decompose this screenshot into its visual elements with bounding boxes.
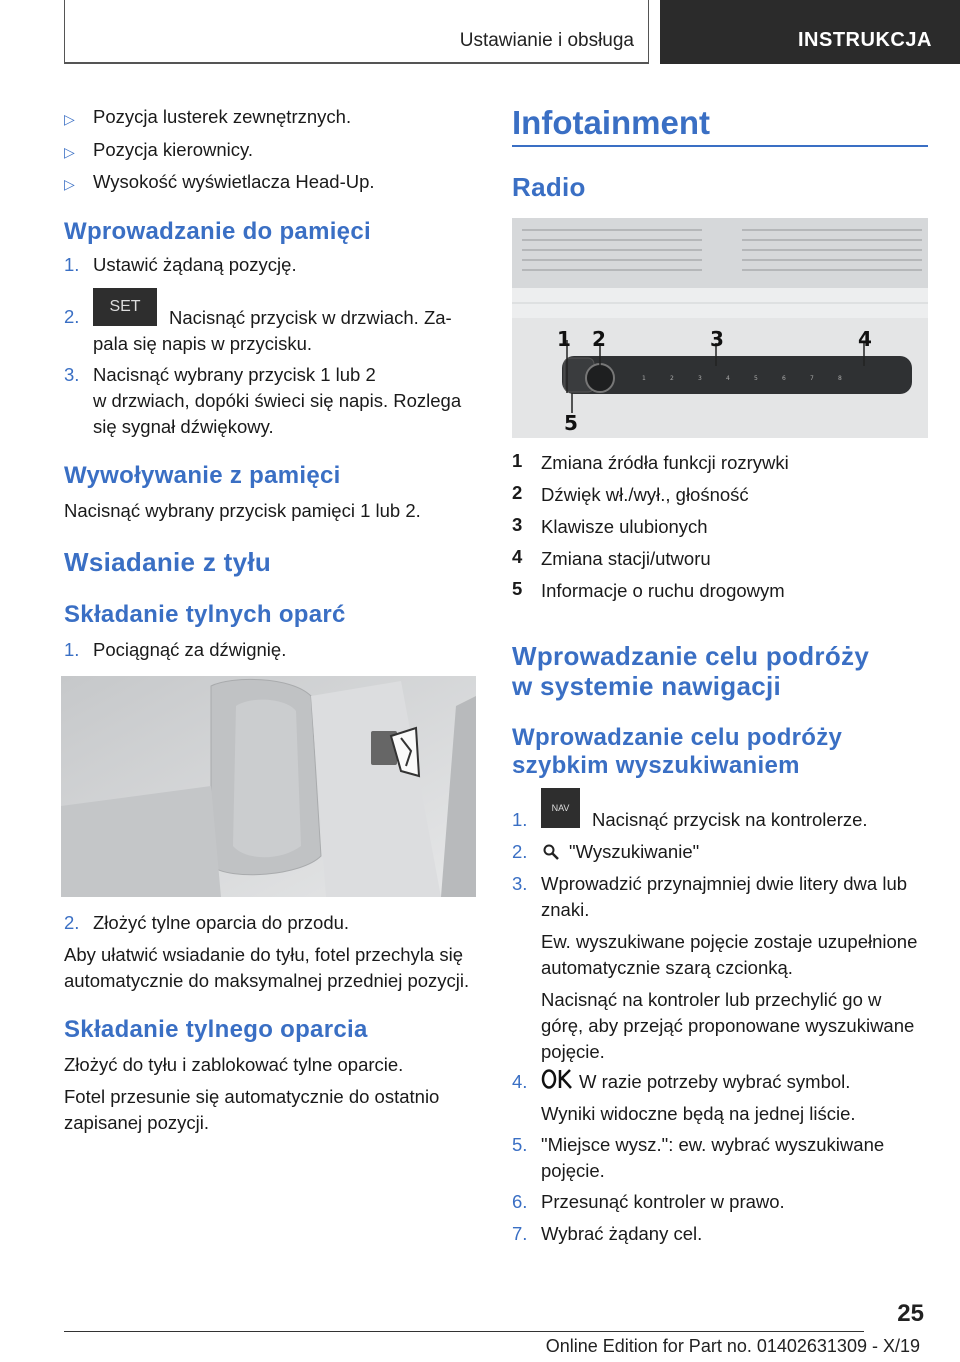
step-number: 1.: [64, 639, 80, 660]
callout-4: 4: [858, 327, 872, 351]
header-chapter-box: [660, 0, 960, 64]
step-number: 4.: [512, 1071, 528, 1092]
step-text: Ew. wyszukiwane pojęcie zostaje uzupełnione: [541, 931, 918, 952]
footer-rule: [64, 1331, 864, 1332]
legend-text: Informacje o ruchu drogowym: [541, 580, 785, 601]
legend-text: Klawisze ulubionych: [541, 516, 708, 537]
step-text: w drzwiach, dopóki świeci się napis. Rozlega: [93, 390, 462, 411]
heading-nav-destination-2: w systemie nawigacji: [512, 671, 782, 701]
radio-panel-photo: [512, 218, 928, 438]
bullet-item: Pozycja lusterek zewnętrznych.: [93, 106, 352, 127]
callout-3: 3: [710, 327, 724, 351]
step-text: W razie potrzeby wybrać symbol.: [579, 1071, 851, 1092]
heading-quick-search-2: szybkim wyszukiwaniem: [512, 752, 800, 779]
legend-number: 1: [512, 450, 523, 471]
step-number: 1.: [512, 809, 528, 830]
step-text: Wyniki widoczne będą na jednej liście.: [541, 1103, 856, 1124]
step-text: "Wyszukiwanie": [569, 841, 700, 862]
svg-text:5: 5: [754, 375, 758, 382]
body-text: zapisanej pozycji.: [64, 1112, 209, 1133]
step-number: 2.: [64, 912, 80, 933]
step-text: Wprowadzić przynajmniej dwie litery dwa lub: [541, 873, 908, 894]
step-text: się sygnał dźwiękowy.: [93, 416, 274, 437]
step-text: znaki.: [541, 899, 590, 920]
bullet-item: Pozycja kierownicy.: [93, 139, 254, 160]
step-number: 2.: [512, 841, 528, 862]
legend-text: Zmiana stacji/utworu: [541, 548, 711, 569]
heading-fold-backrest: Składanie tylnego oparcia: [64, 1016, 368, 1043]
step-text: pala się napis w przycisku.: [93, 333, 313, 354]
step-text: Nacisnąć przycisk na kontrolerze.: [592, 809, 868, 830]
heading-recall-memory: Wywoływanie z pamięci: [64, 462, 341, 489]
page-number: 25: [897, 1300, 924, 1327]
legend-number: 5: [512, 578, 523, 599]
step-text: Nacisnąć na kontroler lub przechylić go w: [541, 989, 882, 1010]
heading-rear-entry: Wsiadanie z tyłu: [64, 547, 272, 577]
step-text: Pociągnąć za dźwignię.: [93, 639, 287, 660]
step-text: pojęcie.: [541, 1160, 605, 1181]
svg-text:6: 6: [782, 375, 786, 382]
magnifier-icon: [542, 843, 560, 861]
triangle-bullet-icon: ▷: [64, 144, 75, 160]
step-text: Nacisnąć wybrany przycisk 1 lub 2: [93, 364, 376, 385]
step-number: 5.: [512, 1134, 528, 1155]
title-rule: [512, 145, 928, 147]
nav-button-icon: NAV: [541, 788, 580, 828]
callout-2: 2: [592, 327, 606, 351]
step-text: Złożyć tylne oparcia do przodu.: [93, 912, 350, 933]
svg-text:1: 1: [642, 375, 646, 382]
step-text: automatycznie szarą czcionką.: [541, 957, 793, 978]
triangle-bullet-icon: ▷: [64, 176, 75, 192]
heading-save-memory: Wprowadzanie do pamięci: [64, 218, 371, 245]
heading-quick-search: Wprowadzanie celu podróży: [512, 724, 843, 751]
legend-number: 2: [512, 482, 523, 503]
callout-1: 1: [557, 327, 571, 351]
bullet-item: Wysokość wyświetlacza Head-Up.: [93, 171, 375, 192]
triangle-bullet-icon: ▷: [64, 111, 75, 127]
body-text: Fotel przesunie się automatycznie do ostatnio: [64, 1086, 440, 1107]
legend-text: Zmiana źródła funkcji rozrywki: [541, 452, 789, 473]
footer-edition: Online Edition for Part no. 01402631309 - X/19: [545, 1336, 920, 1356]
step-text: Przesunąć kontroler w prawo.: [541, 1191, 785, 1212]
step-text: Ustawić żądaną pozycję.: [93, 254, 297, 275]
step-text: Wybrać żądany cel.: [541, 1223, 703, 1244]
ok-symbol-icon: [541, 1068, 573, 1090]
step-number: 1.: [64, 254, 80, 275]
step-text: Nacisnąć przycisk w drzwiach. Za-: [169, 307, 452, 328]
step-text: górę, aby przejąć proponowane wyszukiwane: [541, 1015, 915, 1036]
legend-number: 4: [512, 546, 523, 567]
header-section-box: [64, 0, 649, 64]
body-text: Złożyć do tyłu i zablokować tylne oparcie.: [64, 1054, 404, 1075]
chapter-title: Infotainment: [512, 104, 710, 141]
header-section-title: Ustawianie i obsługa: [459, 30, 634, 51]
step-number: 7.: [512, 1223, 528, 1244]
step-number: 3.: [512, 873, 528, 894]
step-number: 6.: [512, 1191, 528, 1212]
heading-radio: Radio: [512, 172, 586, 202]
svg-text:2: 2: [670, 375, 674, 382]
callout-5: 5: [564, 411, 578, 435]
header-chapter-title: INSTRUKCJA: [798, 29, 932, 51]
svg-text:3: 3: [698, 375, 702, 382]
heading-nav-destination: Wprowadzanie celu podróży: [512, 641, 870, 671]
note-text: Aby ułatwić wsiadanie do tyłu, fotel przechyla się: [64, 944, 463, 965]
step-number: 2.: [64, 306, 80, 327]
step-text: "Miejsce wysz.": ew. wybrać wyszukiwane: [541, 1134, 885, 1155]
step-text: pojęcie.: [541, 1041, 605, 1062]
note-text: automatycznie do maksymalnej przedniej pozycji.: [64, 970, 470, 991]
set-button-icon: SET: [93, 288, 157, 326]
legend-text: Dźwięk wł./wył., głośność: [541, 484, 749, 505]
legend-number: 3: [512, 514, 523, 535]
svg-text:8: 8: [838, 375, 842, 382]
recall-text: Nacisnąć wybrany przycisk pamięci 1 lub 2.: [64, 500, 421, 521]
step-number: 3.: [64, 364, 80, 385]
svg-text:7: 7: [810, 375, 814, 382]
svg-text:4: 4: [726, 375, 730, 382]
heading-fold-backrests: Składanie tylnych oparć: [64, 601, 346, 628]
rear-seat-lever-photo: [61, 676, 476, 897]
